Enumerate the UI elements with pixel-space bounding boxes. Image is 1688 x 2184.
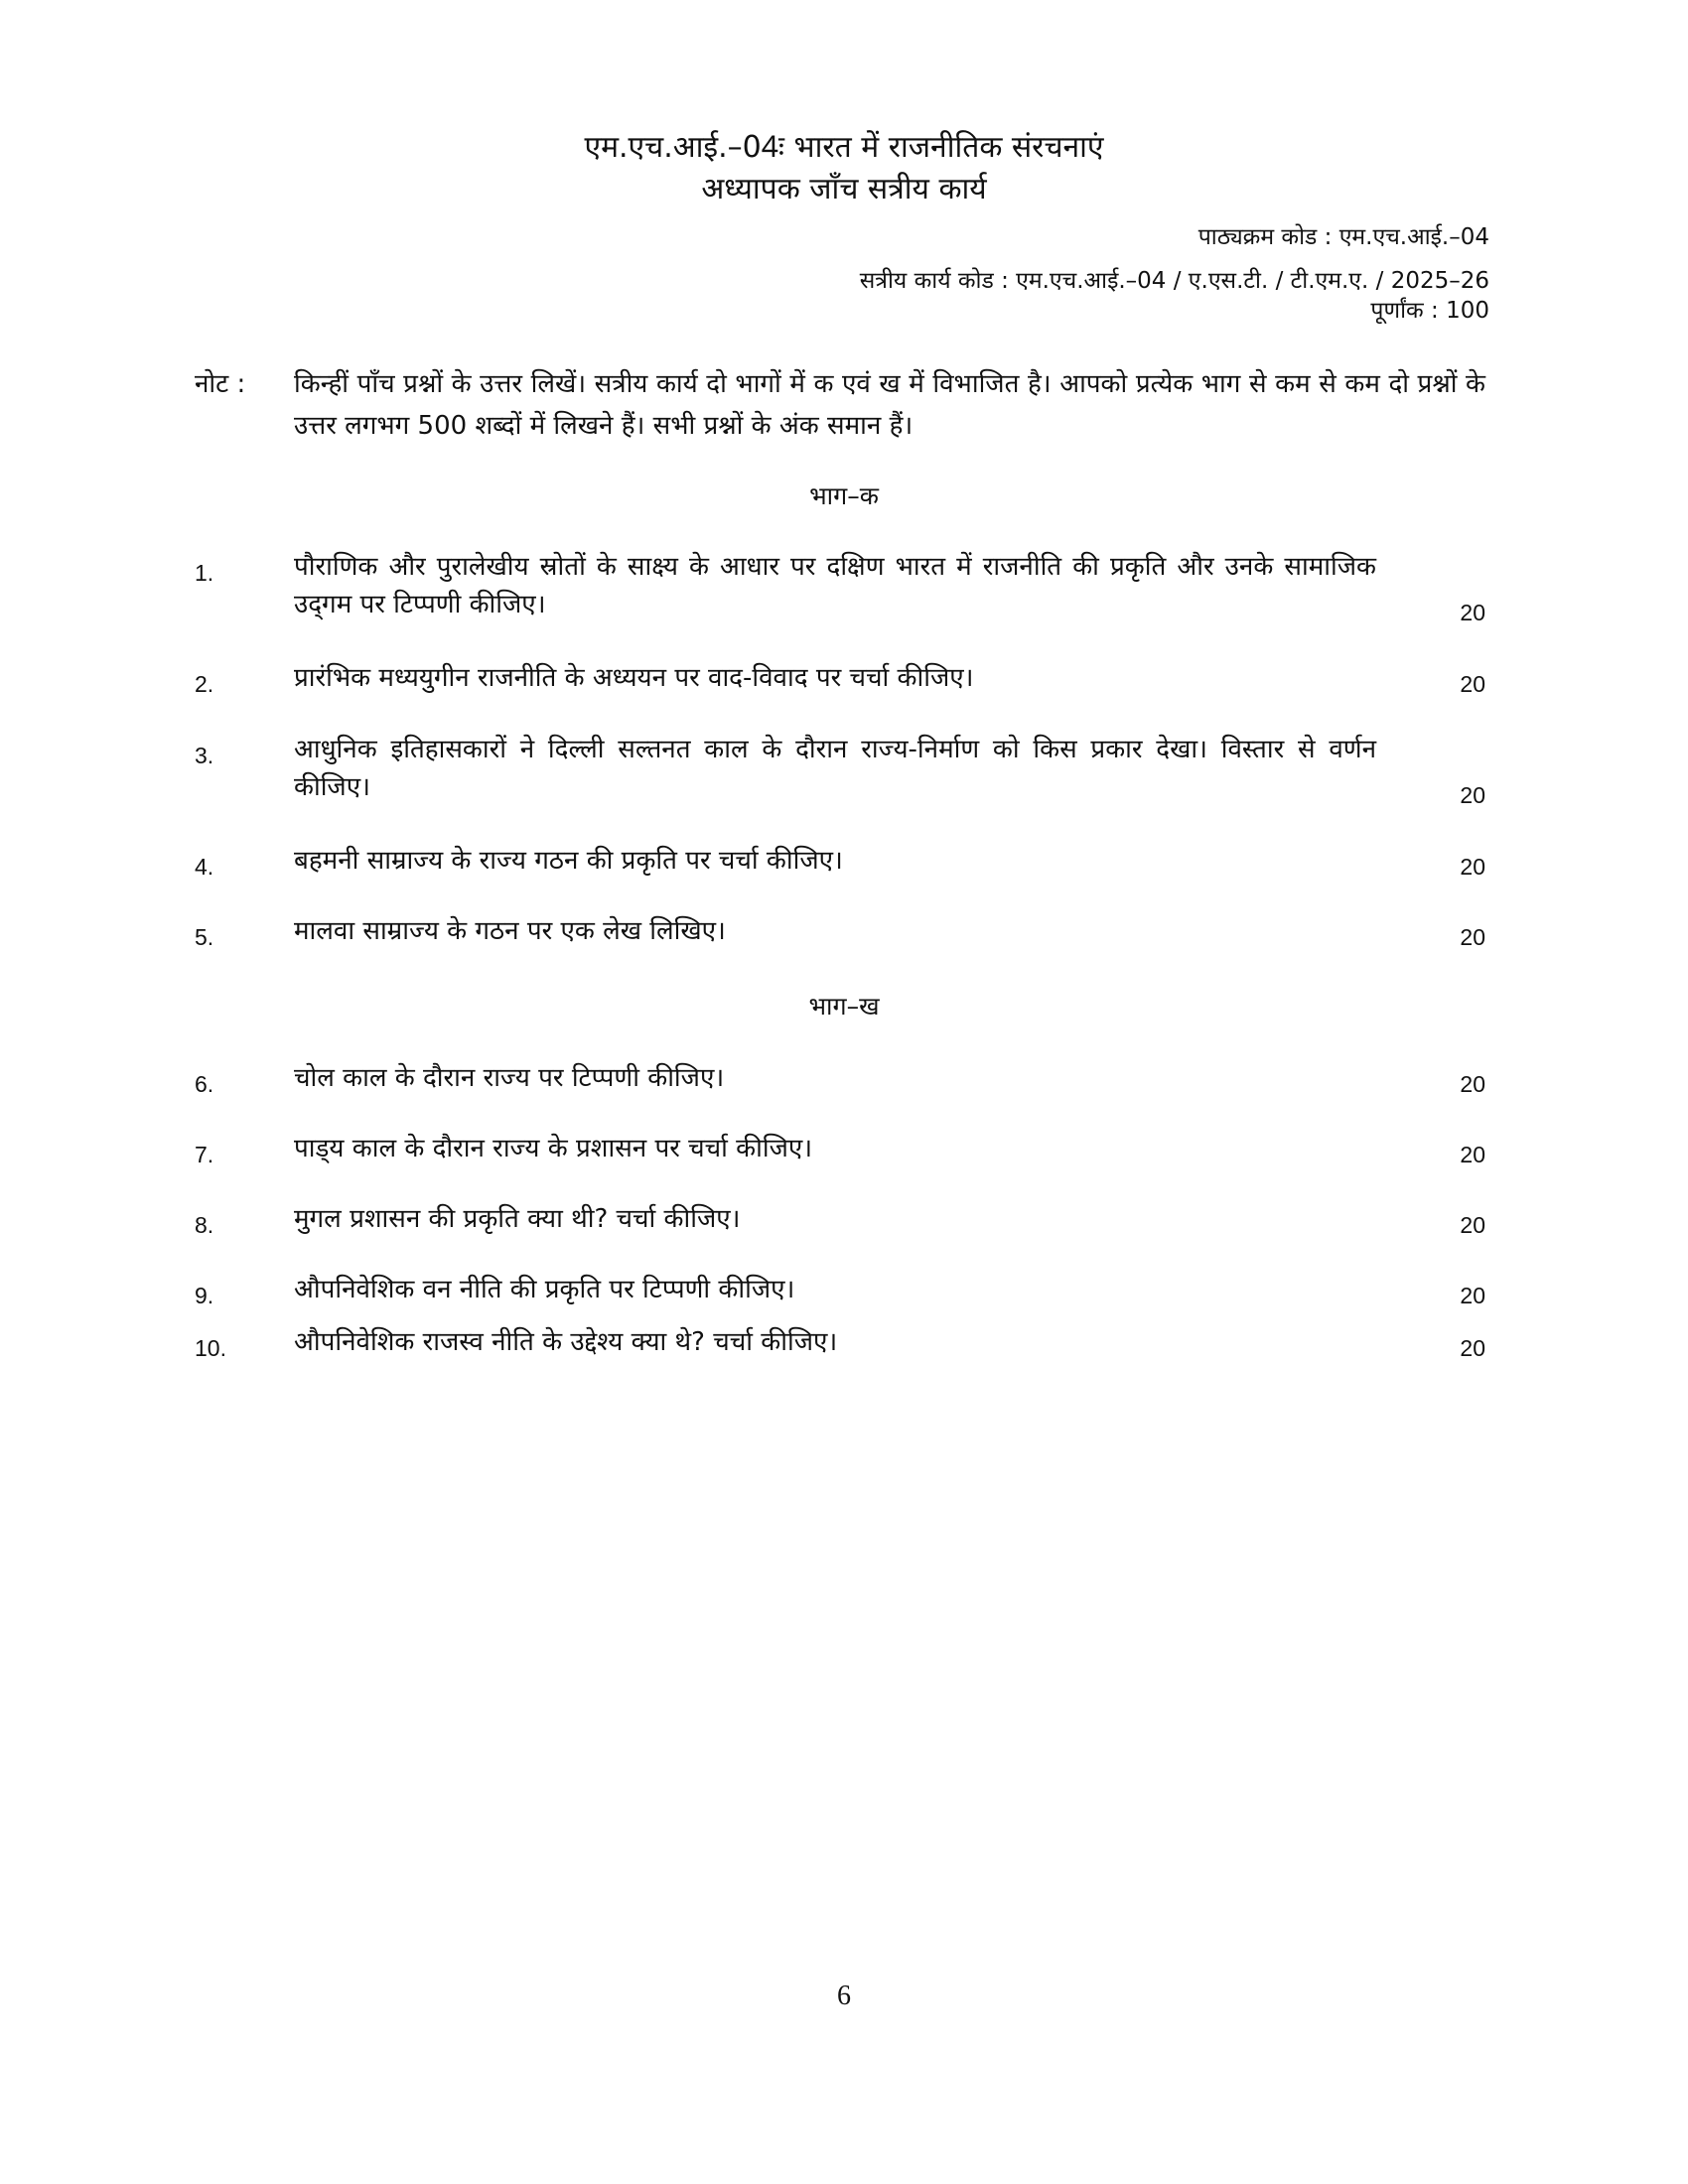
question-marks: 20 [1460, 924, 1485, 950]
question-row [195, 842, 1485, 880]
question-number: 6. [195, 1071, 214, 1097]
title-block [0, 127, 1688, 210]
question-marks: 20 [1460, 1212, 1485, 1238]
question-number: 4. [195, 854, 214, 880]
question-marks: 20 [1460, 600, 1485, 625]
question-text: औपनिवेशिक राजस्व नीति के उद्देश्य क्या थे? चर्चा कीजिए। [294, 1327, 838, 1357]
document-subtitle: अध्यापक जाँच सत्रीय कार्य [701, 172, 987, 206]
question-marks: 20 [1460, 1071, 1485, 1097]
question-marks: 20 [1460, 671, 1485, 697]
question-text: पाड्‌य काल के दौरान राज्य के प्रशासन पर चर्चा कीजिए। [294, 1134, 813, 1163]
page-number: 6 [837, 1980, 851, 2011]
question-row [195, 1200, 1485, 1238]
note-text: किन्हीं पाँच प्रश्नों के उत्तर लिखें। सत्रीय कार्य दो भागों में क एवं ख में विभाजित है। आपको प्रत्येक भाग से कम से कम दो प्रश्नों के उत्तर लगभग 500 शब्दों में लिखने हैं। सभी प्रश्नों के अंक समान हैं। [294, 369, 1485, 441]
question-number: 9. [195, 1283, 214, 1308]
assignment-code: सत्रीय कार्य कोड : एम.एच.आई.–04 / ए.एस.टी. / टी.एम.ए. / 2025–26 [859, 268, 1489, 294]
question-row [195, 659, 1485, 697]
section-a-heading: भाग–क [809, 481, 879, 510]
course-code: पाठ्यक्रम कोड : एम.एच.आई.–04 [1197, 224, 1489, 250]
question-row [195, 1271, 1485, 1308]
question-number: 8. [195, 1212, 214, 1238]
question-row [195, 1059, 1485, 1097]
question-number: 10. [195, 1335, 226, 1361]
question-text: औपनिवेशिक वन नीति की प्रकृति पर टिप्पणी कीजिए। [294, 1275, 795, 1304]
question-row [195, 912, 1485, 950]
question-number: 7. [195, 1142, 214, 1167]
question-marks: 20 [1460, 782, 1485, 808]
question-text: बहमनी साम्राज्य के राज्य गठन की प्रकृति पर चर्चा कीजिए। [294, 846, 843, 876]
meta-block [860, 218, 1489, 330]
max-marks: पूर्णांक : 100 [1370, 298, 1489, 324]
question-row [195, 548, 1485, 623]
question-number: 2. [195, 671, 214, 697]
question-number: 3. [195, 743, 214, 768]
question-text: मालवा साम्राज्य के गठन पर एक लेख लिखिए। [294, 916, 726, 946]
question-text: आधुनिक इतिहासकारों ने दिल्ली सल्तनत काल के दौरान राज्य-निर्माण को किस प्रकार देखा। विस्तार से वर्णन कीजिए। [294, 735, 1376, 802]
note-label: नोट : [195, 369, 246, 399]
question-marks: 20 [1460, 1335, 1485, 1361]
question-number: 1. [195, 560, 214, 586]
question-text: चोल काल के दौरान राज्य पर टिप्पणी कीजिए। [294, 1063, 725, 1093]
question-marks: 20 [1460, 1283, 1485, 1308]
document-title: एम.एच.आई.–04ः भारत में राजनीतिक संरचनाएं [584, 130, 1104, 165]
question-row [195, 1130, 1485, 1167]
question-marks: 20 [1460, 854, 1485, 880]
section-b-heading: भाग–ख [808, 992, 880, 1021]
question-row [195, 731, 1485, 806]
question-row [195, 1323, 1485, 1361]
question-text: प्रारंभिक मध्ययुगीन राजनीति के अध्ययन पर वाद-विवाद पर चर्चा कीजिए। [294, 663, 974, 693]
question-text: मुगल प्रशासन की प्रकृति क्या थी? चर्चा कीजिए। [294, 1204, 741, 1234]
question-text: पौराणिक और पुरालेखीय स्रोतों के साक्ष्य के आधार पर दक्षिण भारत में राजनीति की प्रकृति और उनके सामाजिक उद्‌गम पर टिप्पणी कीजिए। [294, 552, 1376, 619]
question-number: 5. [195, 924, 214, 950]
question-marks: 20 [1460, 1142, 1485, 1167]
